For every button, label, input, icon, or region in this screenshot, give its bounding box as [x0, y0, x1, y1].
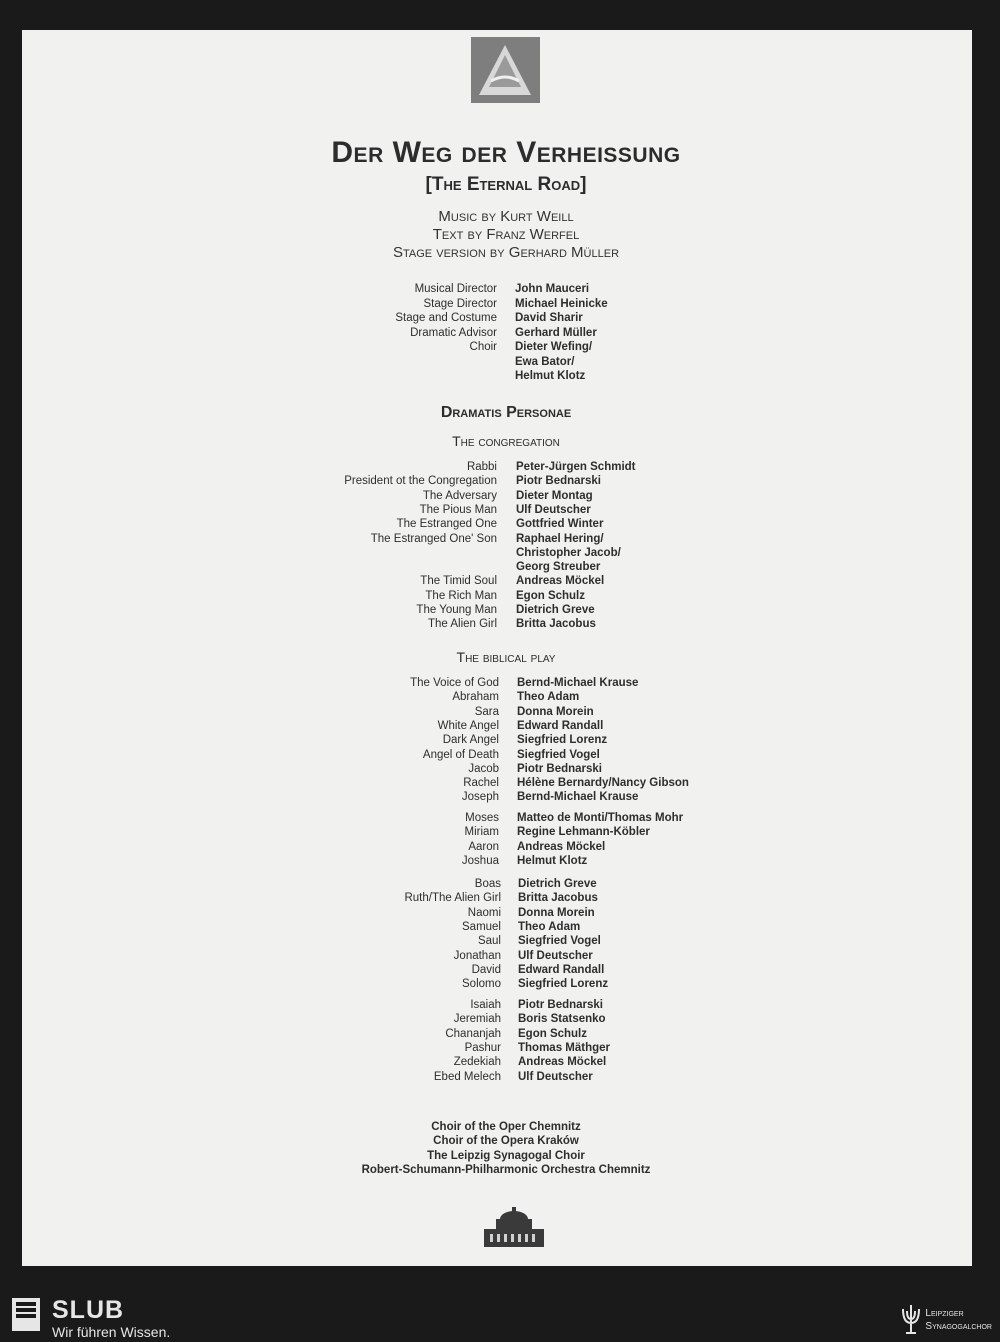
ensemble-line: Choir of the Oper Chemnitz: [431, 1121, 581, 1133]
biblical-role: Joshua: [461, 854, 499, 867]
biblical-name: Andreas Möckel: [517, 840, 606, 853]
staff-name: Helmut Klotz: [515, 370, 586, 382]
staff-name: Ewa Bator/: [515, 355, 575, 368]
biblical-name: Helmut Klotz: [517, 854, 588, 867]
footer-bar: [0, 1293, 1000, 1342]
biblical-name: Hélène Bernardy/Nancy Gibson: [517, 777, 689, 790]
biblical-role: Dark Angel: [442, 734, 499, 747]
biblical-name: Siegfried Vogel: [518, 935, 601, 948]
congregation-role: The Adversary: [422, 489, 497, 502]
biblical-name: Bernd-Michael Krause: [517, 677, 639, 689]
biblical-name: Siegfried Lorenz: [517, 734, 608, 747]
opera-house-icon: [482, 1207, 546, 1249]
biblical-role: Abraham: [452, 691, 499, 704]
congregation-name: Peter-Jürgen Schmidt: [516, 461, 636, 473]
biblical-name: Donna Morein: [517, 705, 594, 718]
biblical-role: Chananjah: [445, 1027, 501, 1040]
congregation-role: The Young Man: [416, 604, 497, 616]
partner-line2: Synagogalchor: [925, 1321, 992, 1332]
page-subtitle: [The Eternal Road]: [425, 174, 587, 195]
biblical-role: Moses: [465, 812, 499, 824]
staff-role: Stage and Costume: [395, 312, 497, 324]
congregation-role: Rabbi: [466, 461, 497, 473]
biblical-role: White Angel: [437, 719, 499, 732]
biblical-name: Dietrich Greve: [518, 878, 597, 890]
biblical-name: Theo Adam: [517, 691, 580, 704]
staff-name: Gerhard Müller: [515, 326, 597, 339]
biblical-role: Pashur: [464, 1041, 501, 1054]
congregation-name: Raphael Hering/: [516, 532, 604, 545]
biblical-name: Siegfried Vogel: [517, 748, 600, 761]
biblical-name: Edward Randall: [518, 963, 605, 976]
biblical-heading: The biblical play: [456, 649, 556, 665]
biblical-name: Egon Schulz: [518, 1027, 587, 1040]
pyramid-logo-icon: [471, 37, 540, 103]
congregation-role: The Rich Man: [425, 589, 497, 602]
biblical-name: Ulf Deutscher: [518, 1070, 593, 1083]
biblical-name: Ulf Deutscher: [518, 949, 593, 962]
staff-name: Dieter Wefing/: [515, 341, 593, 353]
biblical-role: Ruth/The Alien Girl: [404, 892, 501, 905]
congregation-name: Ulf Deutscher: [516, 503, 591, 516]
congregation-name: Gottfried Winter: [516, 518, 604, 531]
biblical-role: Joseph: [461, 791, 499, 804]
ensemble-line: Robert-Schumann-Philharmonic Orchestra Chemnitz: [361, 1163, 651, 1176]
biblical-name: Britta Jacobus: [518, 892, 598, 905]
staff-role: Choir: [469, 341, 497, 353]
biblical-role: David: [471, 963, 501, 976]
ensemble-line: Choir of the Opera Kraków: [433, 1135, 579, 1148]
biblical-role: Ebed Melech: [433, 1070, 501, 1083]
slub-tagline: Wir führen Wissen.: [52, 1324, 171, 1340]
congregation-name: Britta Jacobus: [516, 618, 596, 631]
dramatis-heading: Dramatis Personae: [440, 404, 572, 421]
congregation-name: Dietrich Greve: [516, 604, 595, 616]
credit-music: Music by Kurt Weill: [438, 208, 574, 225]
slub-logo-icon[interactable]: [12, 1298, 40, 1331]
biblical-name: Theo Adam: [518, 920, 581, 933]
congregation-name: Dieter Montag: [516, 489, 593, 502]
biblical-name: Andreas Möckel: [518, 1056, 607, 1069]
biblical-name: Piotr Bednarski: [517, 762, 602, 775]
biblical-role: Angel of Death: [422, 748, 499, 761]
congregation-name: Georg Streuber: [516, 561, 601, 574]
biblical-role: The Voice of God: [410, 677, 499, 689]
biblical-role: Jacob: [468, 762, 499, 775]
biblical-name: Edward Randall: [517, 719, 604, 732]
biblical-name: Donna Morein: [518, 906, 595, 919]
congregation-role: President ot the Congregation: [344, 475, 497, 488]
congregation-role: The Estranged One: [396, 518, 497, 531]
biblical-role: Miriam: [464, 826, 499, 839]
congregation-role: The Alien Girl: [427, 618, 497, 631]
biblical-role: Rachel: [463, 777, 499, 790]
staff-role: Musical Director: [414, 283, 497, 295]
biblical-role: Isaiah: [470, 999, 501, 1011]
credit-stage: Stage version by Gerhard Müller: [392, 244, 620, 261]
biblical-role: Jeremiah: [453, 1013, 501, 1026]
congregation-heading: The congregation: [452, 433, 560, 449]
biblical-name: Matteo de Monti/Thomas Mohr: [517, 812, 684, 824]
biblical-name: Thomas Mäthger: [518, 1041, 611, 1054]
biblical-role: Naomi: [467, 906, 501, 919]
biblical-role: Aaron: [468, 840, 499, 853]
congregation-role: The Estranged One' Son: [370, 532, 497, 545]
biblical-name: Boris Statsenko: [518, 1013, 606, 1026]
congregation-role: The Pious Man: [419, 503, 497, 516]
biblical-name: Regine Lehmann-Köbler: [517, 826, 650, 839]
staff-name: Michael Heinicke: [515, 297, 608, 310]
biblical-role: Zedekiah: [453, 1056, 501, 1069]
ensemble-line: The Leipzig Synagogal Choir: [427, 1149, 585, 1162]
staff-name: John Mauceri: [515, 283, 590, 295]
biblical-role: Solomo: [462, 978, 501, 991]
staff-role: Stage Director: [423, 297, 497, 310]
page-title: Der Weg der Verheissung: [331, 136, 681, 169]
slub-brand[interactable]: SLUB: [52, 1296, 125, 1324]
biblical-role: Saul: [477, 935, 501, 948]
biblical-name: Siegfried Lorenz: [518, 978, 609, 991]
biblical-role: Boas: [474, 878, 501, 890]
congregation-name: Piotr Bednarski: [516, 475, 601, 488]
staff-role: Dramatic Advisor: [410, 326, 497, 339]
partner-line1: Leipziger: [925, 1308, 964, 1319]
biblical-name: Bernd-Michael Krause: [517, 791, 639, 804]
staff-name: David Sharir: [515, 312, 583, 324]
biblical-name: Piotr Bednarski: [518, 999, 603, 1011]
biblical-role: Jonathan: [453, 949, 501, 962]
congregation-role: The Timid Soul: [420, 575, 497, 588]
menorah-icon: [898, 1299, 924, 1335]
congregation-name: Egon Schulz: [516, 589, 585, 602]
partner-logo-text[interactable]: [925, 1307, 992, 1333]
biblical-role: Samuel: [462, 920, 501, 933]
congregation-name: Andreas Möckel: [516, 575, 605, 588]
congregation-name: Christopher Jacob/: [516, 546, 621, 559]
credit-text: Text by Franz Werfel: [432, 226, 580, 243]
biblical-role: Sara: [474, 705, 499, 718]
